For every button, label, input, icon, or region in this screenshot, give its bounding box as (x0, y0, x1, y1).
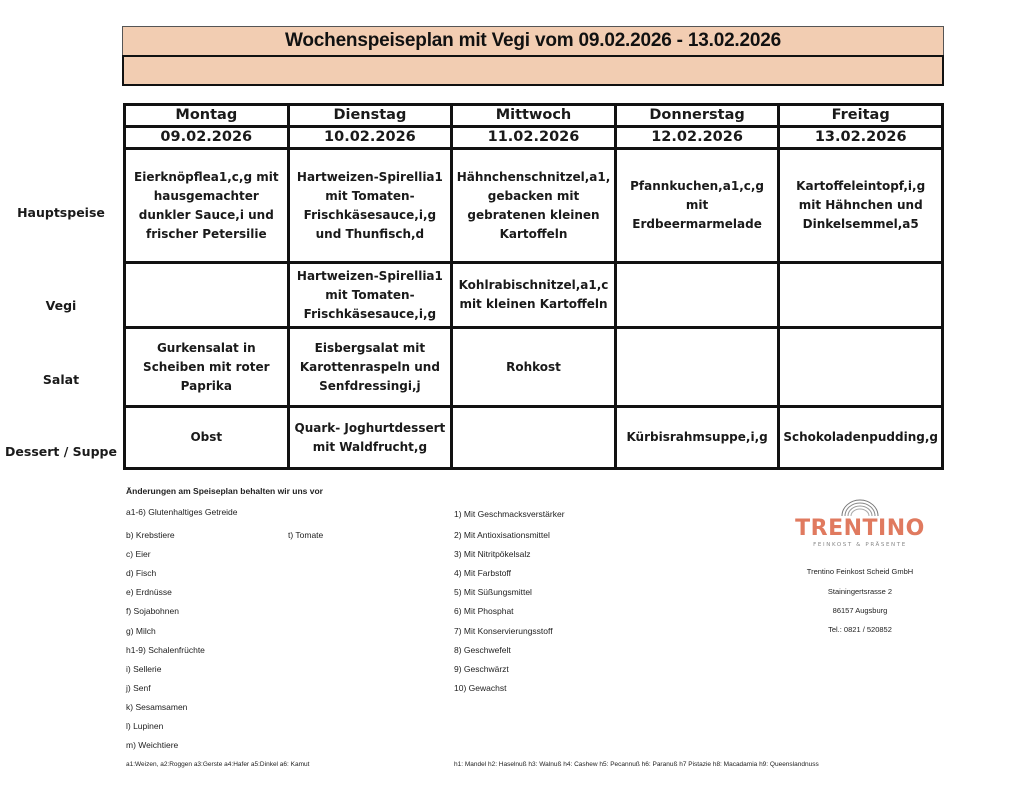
salat-row (125, 328, 943, 407)
company-street: Stainingertsrasse 2 (827, 587, 893, 596)
allergen-item: h1-9) Schalenfrüchte (126, 645, 205, 655)
nut-legend: h1: Mandel h2: Haselnuß h3: Walnuß h4: Cashew h5: Pecannuß h6: Paranuß h7 Pistazie h8: Macadamia h9: Queenslandnuss (454, 761, 819, 768)
subtitle-bar (122, 55, 944, 86)
row-label-vegi: Vegi (45, 298, 77, 313)
dessert-row (125, 407, 943, 469)
day-header: Dienstag (288, 105, 452, 127)
additive-item: 4) Mit Farbstoff (454, 568, 511, 578)
menu-cell-dessert: Kürbisrahmsuppe,i,g (615, 407, 779, 469)
menu-cell-dessert: Schokoladenpudding,g (779, 407, 943, 469)
allergen-item: k) Sesamsamen (126, 702, 188, 712)
allergen-item: c) Eier (126, 549, 151, 559)
day-date: 12.02.2026 (615, 127, 779, 149)
allergen-item-tomate: t) Tomate (288, 530, 324, 540)
day-date: 13.02.2026 (779, 127, 943, 149)
allergen-item: d) Fisch (126, 568, 157, 578)
page-title: Wochenspeiseplan mit Vegi vom 09.02.2026 - 13.02.2026 (122, 26, 944, 56)
hauptspeise-row (125, 149, 943, 263)
allergen-item: l) Lupinen (126, 721, 164, 731)
company-logo (790, 497, 930, 563)
allergen-item: g) Milch (126, 626, 156, 636)
menu-cell-hauptspeise: Eierknöpflea1,c,g mit hausgemachter dunkler Sauce,i und frischer Petersilie (125, 149, 289, 263)
company-phone: Tel.: 0821 / 520852 (828, 625, 892, 634)
day-date: 10.02.2026 (288, 127, 452, 149)
allergen-item: i) Sellerie (126, 664, 162, 674)
additive-item: 3) Mit Nitritpökelsalz (454, 549, 531, 559)
allergen-item: a1-6) Glutenhaltiges Getreide (126, 507, 238, 517)
menu-cell-dessert: Obst (125, 407, 289, 469)
menu-cell-vegi (615, 263, 779, 328)
menu-cell-vegi: Hartweizen-Spirellia1 mit Tomaten-Frischkäsesauce,i,g (288, 263, 452, 328)
row-label-hauptspeise: Hauptspeise (17, 205, 105, 220)
allergen-item: j) Senf (126, 683, 151, 693)
menu-cell-dessert: Quark- Joghurtdessert mit Waldfrucht,g (288, 407, 452, 469)
menu-cell-hauptspeise: Hartweizen-Spirellia1 mit Tomaten-Frischkäsesauce,i,g und Thunfisch,d (288, 149, 452, 263)
allergen-item: f) Sojabohnen (126, 606, 179, 616)
menu-cell-salat: Rohkost (452, 328, 616, 407)
additive-item: 5) Mit Süßungsmittel (454, 587, 532, 597)
menu-cell-salat: Eisbergsalat mit Karottenraspeln und Senfdressingi,j (288, 328, 452, 407)
additive-item: 2) Mit Antioxisationsmittel (454, 530, 550, 540)
menu-cell-vegi: Kohlrabischnitzel,a1,c mit kleinen Kartoffeln (452, 263, 616, 328)
vegi-row (125, 263, 943, 328)
row-label-dessert: Dessert / Suppe (5, 444, 117, 459)
allergen-item: m) Weichtiere (126, 740, 179, 750)
additive-item: 8) Geschwefelt (454, 645, 511, 655)
day-header-row (125, 105, 943, 127)
menu-cell-hauptspeise: Kartoffeleintopf,i,g mit Hähnchen und Dinkelsemmel,a5 (779, 149, 943, 263)
additive-item: 10) Gewachst (454, 683, 507, 693)
additive-item: 7) Mit Konservierungsstoff (454, 626, 553, 636)
logo-tagline: FEINKOST & PRÄSENTE (813, 542, 907, 548)
day-header: Mittwoch (452, 105, 616, 127)
logo-name: TRENTINO (795, 516, 925, 541)
additive-item: 9) Geschwärzt (454, 664, 509, 674)
day-header: Freitag (779, 105, 943, 127)
date-row (125, 127, 943, 149)
allergen-item: b) Krebstiere (126, 530, 175, 540)
day-header: Donnerstag (615, 105, 779, 127)
arch-icon (838, 497, 882, 517)
company-name: Trentino Feinkost Scheid GmbH (806, 567, 914, 576)
day-header: Montag (125, 105, 289, 127)
menu-cell-salat: Gurkensalat in Scheiben mit roter Paprika (125, 328, 289, 407)
menu-cell-dessert (452, 407, 616, 469)
menu-table (123, 103, 944, 470)
menu-cell-salat (779, 328, 943, 407)
day-date: 09.02.2026 (125, 127, 289, 149)
day-date: 11.02.2026 (452, 127, 616, 149)
allergen-item: e) Erdnüsse (126, 587, 172, 597)
row-label-salat: Salat (42, 372, 80, 387)
additive-item: 6) Mit Phosphat (454, 606, 514, 616)
menu-cell-hauptspeise: Pfannkuchen,a1,c,g mit Erdbeermarmelade (615, 149, 779, 263)
grain-legend: a1:Weizen, a2:Roggen a3:Gerste a4:Hafer a5:Dinkel a6: Kamut (126, 761, 310, 768)
menu-cell-vegi (779, 263, 943, 328)
additive-item: 1) Mit Geschmacksverstärker (454, 509, 565, 519)
menu-cell-salat (615, 328, 779, 407)
menu-cell-hauptspeise: Hähnchenschnitzel,a1, gebacken mit gebratenen kleinen Kartoffeln (452, 149, 616, 263)
disclaimer: Änderungen am Speiseplan behalten wir uns vor (126, 486, 323, 496)
company-city: 86157 Augsburg (832, 606, 888, 615)
menu-cell-vegi (125, 263, 289, 328)
